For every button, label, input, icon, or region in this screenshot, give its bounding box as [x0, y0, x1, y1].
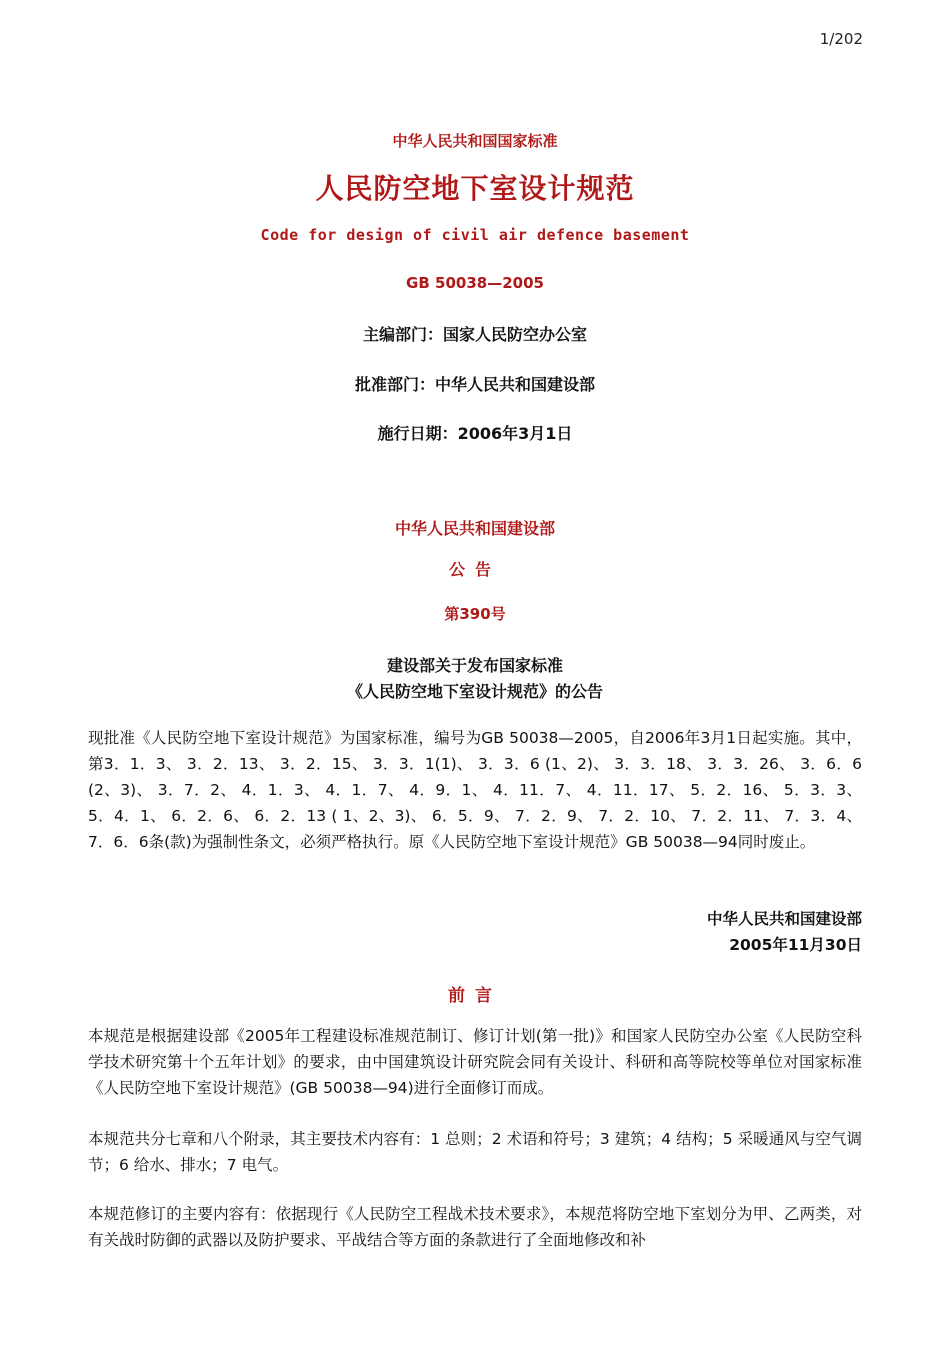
effective-date: 施行日期：2006年3月1日 [377, 424, 573, 443]
document-title: 人民防空地下室设计规范 [315, 172, 635, 205]
announcement-subject-line2: 《人民防空地下室设计规范》的公告 [346, 682, 603, 701]
announcement-org: 中华人民共和国建设部 [394, 519, 555, 538]
standard-category: 中华人民共和国国家标准 [392, 132, 558, 150]
page-number: 1/202 [819, 30, 863, 48]
preface-paragraph-3: 本规范修订的主要内容有：依据现行《人民防空工程战术技术要求》，本规范将防空地下室划分为甲、乙两类，对有关战时防御的武器以及防护要求、平战结合等方面的条款进行了全面地修改和补 [88, 1205, 862, 1249]
editor-department: 主编部门：国家人民防空办公室 [362, 325, 587, 344]
signature-org: 中华人民共和国建设部 [706, 910, 862, 928]
announcement-subject-line1: 建设部关于发布国家标准 [386, 656, 563, 675]
preface-paragraph-2: 本规范共分七章和八个附录，其主要技术内容有：1 总则；2 术语和符号；3 建筑；4 结构；5 采暖通风与空气调节；6 给水、排水；7 电气。 [88, 1130, 862, 1174]
standard-code: GB 50038—2005 [406, 274, 544, 292]
document-title-english: Code for design of civil air defence basement [260, 226, 690, 244]
announcement-body: 现批准《人民防空地下室设计规范》为国家标准，编号为GB 50038—2005，自2006年3月1日起实施。其中，第3．1．3、 3．2．13、 3．2．15、 3．3．1(1)、 3．3．6 (1、2)、 3．3．18、 3．3．26、 3．6．6 (2、3)、 3．7．2、 4．1．3、 4．1．7、 4．9．1、 4．11．7、 4．11．17、 5．2．16、 5．3．3、 5．4．1、 6．2．6、 6．2．13 ( 1、2、3)、 6．5．9、 7．2．9、 7．2．10、 7．2．11、 7．3．4、 7．6．6条(款)为强制性条文，必须严格执行。原《人民防空地下室设计规范》GB 50038—94同时废止。 [88, 729, 863, 851]
approval-department: 批准部门：中华人民共和国建设部 [354, 375, 595, 394]
preface-title: 前言 [448, 986, 502, 1006]
announcement-label: 公告 [448, 560, 501, 579]
signature-date: 2005年11月30日 [729, 936, 862, 954]
announcement-number: 第390号 [444, 605, 506, 623]
preface-paragraph-1: 本规范是根据建设部《2005年工程建设标准规范制订、修订计划(第一批)》和国家人民防空办公室《人民防空科学技术研究第十个五年计划》的要求，由中国建筑设计研究院会同有关设计、科研和高等院校等单位对国家标准《人民防空地下室设计规范》(GB 50038—94)进行全面修订而成。 [88, 1027, 862, 1097]
